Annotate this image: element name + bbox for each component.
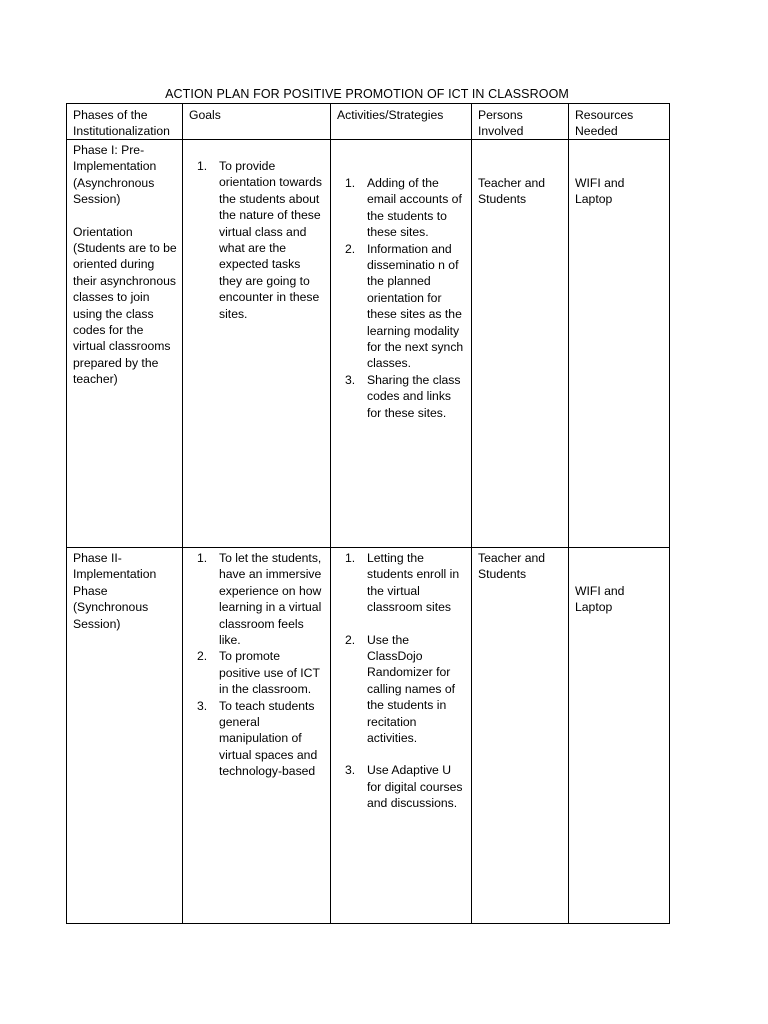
phase-label: Phase I: Pre-Implementation (Asynchronous Session) [73,143,157,207]
action-plan-table [66,103,670,924]
list-item: 3. To teach students general manipulation of virtual spaces and technology-based [197,698,318,779]
phase-note: Orientation (Students are to be oriented during their asynchronous classes to join using the class codes for the virtual classrooms prepared by the teacher) [73,224,177,387]
phase-cell [67,548,183,924]
phase-label: Phase II-Implementation Phase (Synchronous Session) [73,551,157,631]
list-item: 2. To promote positive use of ICT in the classroom. [197,649,320,697]
document-title: ACTION PLAN FOR POSITIVE PROMOTION OF ICT IN CLASSROOM [165,87,569,101]
header-persons: Persons Involved [472,104,569,140]
persons-cell [472,548,569,924]
list-item: 3. Sharing the class codes and links for these sites. [345,372,461,420]
activities-list [337,175,466,421]
header-resources: Resources Needed [569,104,670,140]
resources-cell [569,140,670,548]
activities-cell [331,548,472,924]
list-gap [337,746,464,762]
list-gap [337,616,464,632]
phase-cell [67,140,183,548]
persons-cell [472,140,569,548]
resources-text: WIFI and Laptop [575,176,625,207]
list-item: 3. Use Adaptive U for digital courses and discussions. [345,763,463,811]
goals-cell [183,140,331,548]
header-phases: Phases of the Institutionalization [67,104,183,140]
activities-cell [331,140,472,548]
table-row [67,140,670,548]
list-item: 2. Information and disseminatio n of the planned orientation for these sites as the learning modality for the next synch classes. [345,241,464,371]
list-item: 1. To provide orientation towards the students about the nature of these virtual class and what are the expected tasks they are going to encounter in these sites. [197,159,322,321]
header-activities: Activities/Strategies [331,104,472,140]
persons-text: Teacher and Students [478,551,546,582]
activities-list [337,550,466,812]
goals-cell [183,548,331,924]
goals-list [189,550,325,780]
table-header-row [67,104,670,140]
goals-list [189,158,325,322]
table-row [67,548,670,924]
resources-text: WIFI and Laptop [575,584,625,615]
list-item: 1. To let the students, have an immersive experience on how learning in a virtual classroom feels like. [197,551,322,648]
persons-text: Teacher and Students [478,176,546,207]
list-item: 1. Letting the students enroll in the virtual classroom sites [345,551,460,615]
list-item: 1. Adding of the email accounts of the students to these sites. [345,176,462,240]
header-goals: Goals [183,104,331,140]
list-item: 2. Use the ClassDojo Randomizer for calling names of the students in recitation activities. [345,632,456,746]
resources-cell [569,548,670,924]
